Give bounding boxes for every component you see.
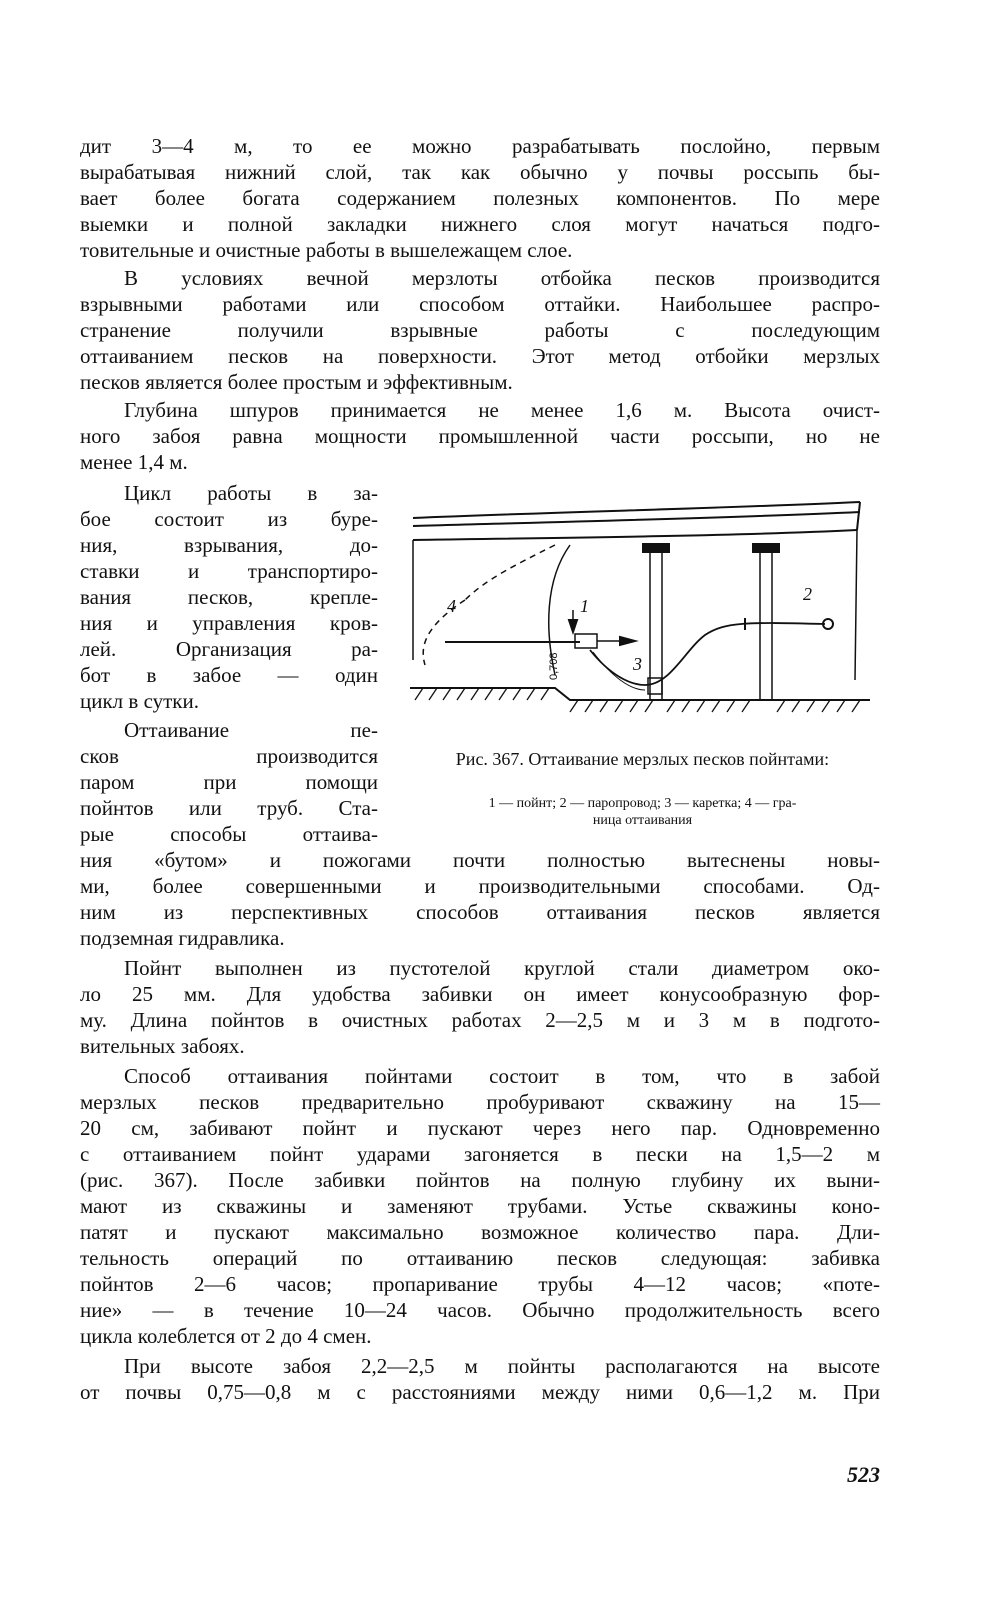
text-line: бот в забое — один: [80, 663, 378, 687]
text-line: (рис. 367). После забивки пойнтов на полную глубину их выни-: [80, 1168, 880, 1192]
text-line: пойнтов 2—6 часов; пропаривание трубы 4—12 часов; «поте-: [80, 1272, 880, 1296]
text-line: мерзлых песков предварительно пробуривают скважину на 15—: [80, 1090, 880, 1114]
text-line: сков производится: [80, 744, 378, 768]
figure-caption: Рис. 367. Оттаивание мерзлых песков пойнтами:: [455, 749, 830, 769]
figure-legend: 1 — пойнт; 2 — паропровод; 3 — каретка; 4 — гра-: [488, 796, 797, 811]
text-line: цикла колеблется от 2 до 4 смен.: [80, 1324, 372, 1348]
text-line: 20 см, забивают пойнт и пускают через него пар. Одновременно: [80, 1116, 880, 1140]
vertical-label: 0,708: [548, 652, 560, 680]
text-line: В условиях вечной мерзлоты отбойка песков производится: [124, 266, 880, 290]
roof-line: [413, 530, 857, 540]
text-line: ния «бутом» и пожогами почти полностью вытеснены новы-: [80, 848, 880, 872]
text-line: пойнтов или труб. Ста-: [80, 796, 378, 820]
text-line: вания песков, крепле-: [80, 585, 378, 609]
thaw-boundary: [465, 545, 555, 600]
page-number: 523: [847, 1462, 880, 1487]
label-3: 3: [633, 654, 642, 674]
text-line: бое состоит из буре-: [80, 507, 378, 531]
text-line: ним из перспективных способов оттаивания песков является: [80, 900, 880, 924]
text-line: вительных забоях.: [80, 1034, 245, 1058]
text-line: цикл в сутки.: [80, 689, 199, 713]
text-line: Способ оттаивания пойнтами состоит в том, что в забой: [124, 1064, 880, 1088]
text-line: вает более богата содержанием полезных компонентов. По мере: [80, 186, 880, 210]
text-line: подземная гидравлика.: [80, 926, 285, 950]
text-line: взрывными работами или способом оттайки. Наибольшее распро-: [80, 292, 880, 316]
label-4: 4: [447, 596, 456, 616]
text-line: от почвы 0,75—0,8 м с расстояниями между ними 0,6—1,2 м. При: [80, 1380, 880, 1404]
text-line: ного забоя равна мощности промышленной части россыпи, но не: [80, 424, 880, 448]
text-line: ми, более совершенными и производительными способами. Од-: [80, 874, 880, 898]
steam-pipe: [590, 623, 825, 685]
figure-diagram: [405, 500, 880, 730]
text-line: менее 1,4 м.: [80, 450, 188, 474]
text-line: с оттаиванием пойнт ударами загоняется в пески на 1,5—2 м: [80, 1142, 880, 1166]
text-line: товительные и очистные работы в вышележащем слое.: [80, 238, 573, 262]
text-line: ния, взрывания, до-: [80, 533, 378, 557]
text-line: Пойнт выполнен из пустотелой круглой стали диаметром око-: [124, 956, 880, 980]
label-2: 2: [803, 584, 812, 604]
text-line: дит 3—4 м, то ее можно разрабатывать послойно, первым: [80, 134, 880, 158]
label-1: 1: [580, 596, 589, 616]
text-line: При высоте забоя 2,2—2,5 м пойнты располагаются на высоте: [124, 1354, 880, 1378]
text-line: вырабатывая нижний слой, так как обычно у почвы россыпь бы-: [80, 160, 880, 184]
text-line: оттаиванием песков на поверхности. Этот метод отбойки мерзлых: [80, 344, 880, 368]
text-line: Цикл работы в за-: [124, 481, 378, 505]
text-line: рые способы оттаива-: [80, 822, 378, 846]
text-line: паром при помощи: [80, 770, 378, 794]
text-line: странение получили взрывные работы с последующим: [80, 318, 880, 342]
prop: [760, 552, 772, 700]
text-line: Глубина шпуров принимается не менее 1,6 м. Высота очист-: [124, 398, 880, 422]
roof-line: [413, 512, 860, 526]
text-line: Оттаивание пе-: [124, 718, 378, 742]
figure-legend: ница оттаивания: [592, 813, 693, 828]
text-line: ния и управления кров-: [80, 611, 378, 635]
text-line: выемки и полной закладки нижнего слоя могут начаться подго-: [80, 212, 880, 236]
text-line: ло 25 мм. Для удобства забивки он имеет конусообразную фор-: [80, 982, 880, 1006]
text-line: ние» — в течение 10—24 часов. Обычно продолжительность всего: [80, 1298, 880, 1322]
text-line: песков является более простым и эффективным.: [80, 370, 513, 394]
thaw-boundary: [423, 600, 465, 665]
text-line: лей. Организация ра-: [80, 637, 378, 661]
text-line: тельность операций по оттаиванию песков следующая: забивка: [80, 1246, 880, 1270]
text-line: му. Длина пойнтов в очистных работах 2—2,5 м и 3 м в подгото-: [80, 1008, 880, 1032]
text-line: мают из скважины и заменяют трубами. Устье скважины коно-: [80, 1194, 880, 1218]
text-line: ставки и транспортиро-: [80, 559, 378, 583]
text-line: патят и пускают максимально возможное количество пара. Дли-: [80, 1220, 880, 1244]
